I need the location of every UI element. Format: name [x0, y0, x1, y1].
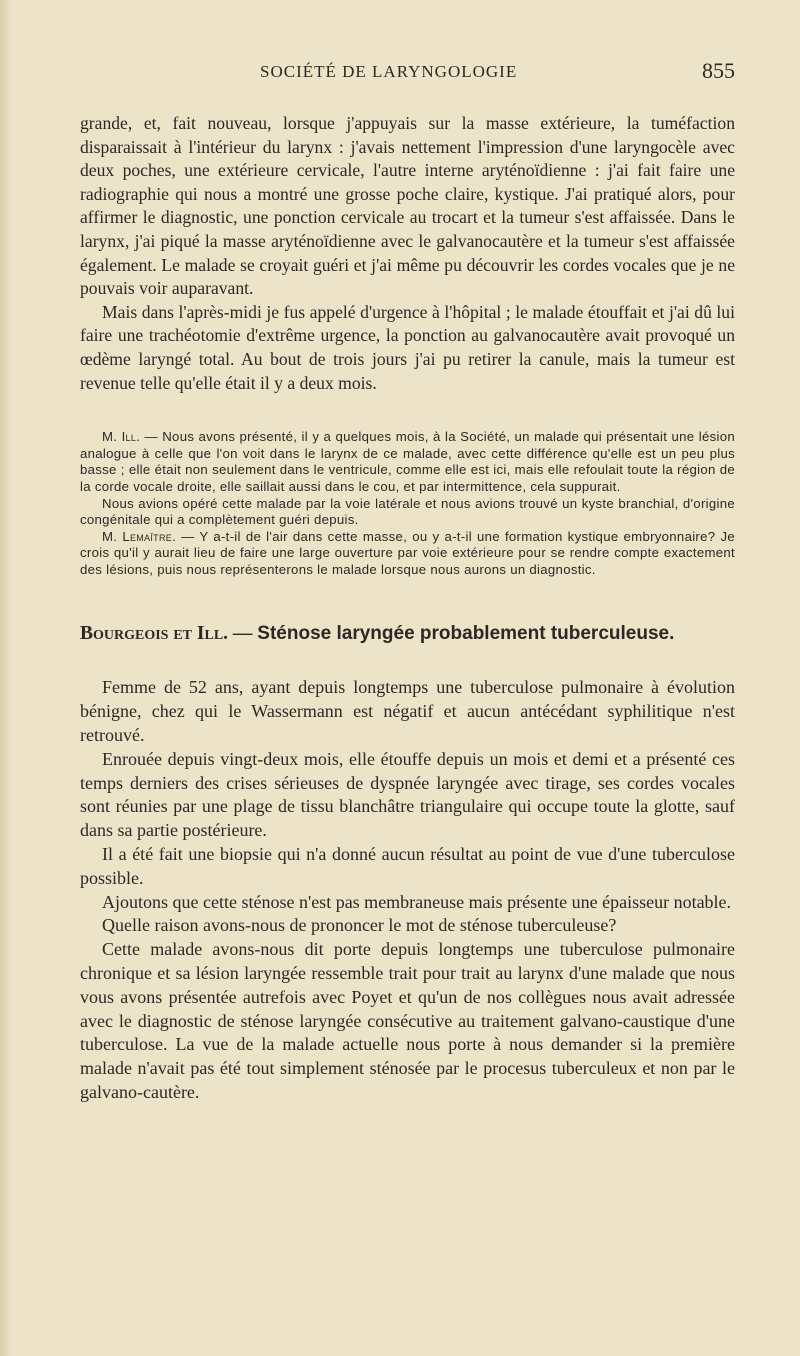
- running-head: SOCIÉTÉ DE LARYNGOLOGIE: [260, 62, 518, 81]
- section-body: [80, 676, 735, 1104]
- section-title: Sténose laryngée probablement tuberculeuse.: [257, 623, 675, 645]
- page-content: [80, 112, 735, 1105]
- page-number: 855: [702, 58, 735, 83]
- discussion-block: [80, 429, 735, 578]
- page-edge: [0, 0, 12, 1356]
- section-paragraph: Quelle raison avons-nous de prononcer le mot de sténose tuberculeuse?: [102, 915, 617, 936]
- discussion-statement-ill: [80, 429, 735, 495]
- speaker-name: Lemaître: [122, 528, 173, 544]
- section-paragraph: Cette malade avons-nous dit porte depuis longtemps une tuberculose pulmonaire chronique et sa lésion laryngée ressemble trait pour trait au larynx d'une malade que nous vous avons présentée autrefois avec Poyet et qu'un de nos collègues nous avait adressée avec le diagnostic de sténose laryngée consécutive au traitement galvano-caustique d'une tuberculose. La vue de la malade actuelle nous porte à nous demander si la première malade n'avait pas été tout simplement sténosée par le procesus tuberculeux et non par le galvano-cautère.: [80, 939, 735, 1103]
- statement-text: . — Y a-t-il de l'air dans cette masse, ou y a-t-il une formation kystique embryonnaire? Je crois qu'il y aurait lieu de faire une large ouverture par voie extérieure pour se rendre compte exactement des lésions, puis nous représenterons le malade lorsque nous aurons un diagnostic.: [80, 528, 735, 577]
- intro-paragraph-1: grande, et, fait nouveau, lorsque j'appuyais sur la masse extérieure, la tuméfaction disparaissait à l'intérieur du larynx : j'avais nettement l'impression d'une laryngocèle avec deux poches, une extérieure cervicale, l'autre interne aryténoïdienne : j'ai fait faire une radiographie qui nous a montré une grosse poche claire, kystique. J'ai pratiqué alors, pour affirmer le diagnostic, une ponction cervicale au trocart et la tumeur s'est affaissée. Dans le larynx, j'ai piqué la masse aryténoïdienne avec le galvanocautère et la tumeur s'est affaissée également. Le malade se croyait guéri et j'ai même pu découvrir les cordes vocales que je ne pouvais voir auparavant.: [80, 113, 735, 299]
- discussion-statement-lemaitre: [80, 529, 735, 579]
- speaker-name: Ill: [121, 429, 137, 445]
- speaker-prefix: M.: [102, 528, 123, 544]
- section-authors: Bourgeois et Ill.: [80, 623, 229, 645]
- discussion-statement-ill-2: Nous avions opéré cette malade par la voie latérale et nous avions trouvé un kyste branchial, d'origine congénitale qui a complètement guéri depuis.: [80, 495, 735, 528]
- section-paragraph: Enrouée depuis vingt-deux mois, elle étouffe depuis un mois et demi et a présenté ces temps derniers des crises sérieuses de dyspnée laryngée avec tirage, ses cordes vocales sont réunies par une plage de tissu blanchâtre triangulaire qui occupe toute la glotte, sauf dans sa partie postérieure.: [80, 748, 735, 841]
- heading-dash: —: [228, 623, 258, 645]
- section-paragraph: Femme de 52 ans, ayant depuis longtemps une tuberculose pulmonaire à évolution bénigne, chez qui le Wassermann est négatif et aucun antécédant syphilitique n'est retrouvé.: [80, 677, 735, 746]
- section-heading: [80, 622, 735, 646]
- page-header: [80, 58, 735, 92]
- statement-text: . — Nous avons présenté, il y a quelques mois, à la Société, un malade qui présentait une lésion analogue à celle que l'on voit dans le larynx de ce malade, avec cette différence qu'elle est un peu plus basse ; elle était non seulement dans le ventricule, comme elle est ici, mais elle refoulait toute la région de la corde vocale droite, elle saillait aussi dans le cou, et par intermittence, cela suppurait.: [80, 429, 736, 494]
- section-paragraph: Il a été fait une biopsie qui n'a donné aucun résultat au point de vue d'une tuberculose possible.: [80, 844, 735, 888]
- intro-paragraph-2: Mais dans l'après-midi je fus appelé d'urgence à l'hôpital ; le malade étouffait et j'ai dû lui faire une trachéotomie d'extrême urgence, la ponction au galvanocautère avait provoqué un œdème laryngé total. Au bout de trois jours j'ai pu retirer la canule, mais la tumeur est revenue telle qu'elle était il y a deux mois.: [80, 301, 735, 393]
- speaker-prefix: M.: [102, 429, 122, 445]
- section-paragraph: Ajoutons que cette sténose n'est pas membraneuse mais présente une épaisseur notable.: [102, 891, 732, 912]
